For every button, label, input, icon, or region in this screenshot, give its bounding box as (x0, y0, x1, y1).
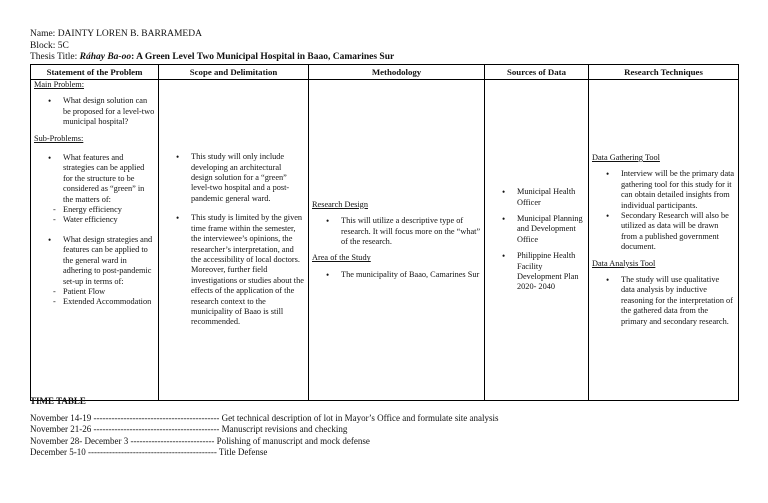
main-problem-label: Main Problem: (34, 80, 85, 89)
area-of-study-item: • The municipality of Baao, Camarines Sur (312, 270, 481, 280)
research-matrix-table (30, 64, 739, 401)
scope-item: • This study will only include developing an architectural design solution for a “green” level-two hospital and a post-pandemic general ward. (162, 152, 305, 204)
time-table-row: December 5-10 ------------------------------------------- Title Defense (30, 447, 268, 458)
sub-problem-1-item: - Energy efficiency (34, 205, 155, 215)
thesis-title-rest: : A Green Level Two Municipal Hospital in Baao, Camarines Sur (131, 52, 395, 62)
student-name: Name: DAINTY LOREN B. BARRAMEDA (30, 29, 202, 39)
area-of-study-label: Area of the Study (312, 253, 371, 263)
data-analysis-item: • The study will use qualitative data analysis by inductive reasoning for the interpretation of the gathered data from the primary and secondary research. (592, 275, 735, 327)
col-header-methodology: Methodology (309, 65, 485, 80)
col-header-problem: Statement of the Problem (31, 65, 159, 80)
sub-problem-2-item: - Extended Accommodation (34, 297, 155, 307)
sub-problem-2: • What design strategies and features can be applied to the general ward in adhering to post-pandemic set-up in terms of: (34, 235, 155, 287)
main-problem-item: • What design solution can be proposed for a level-two municipal hospital? (34, 96, 155, 127)
col-header-sources: Sources of Data (485, 65, 589, 80)
time-table-title: TIME TABLE (30, 396, 86, 406)
time-table-row: November 14-19 ------------------------------------------ Get technical description of lot in Mayor’s Office and formulate site analysis (30, 412, 499, 423)
table-header-row (31, 65, 739, 80)
sub-problem-2-item: - Patient Flow (34, 287, 155, 297)
research-design-label: Research Design (312, 199, 368, 209)
research-design-item: • This will utilize a descriptive type of research. It will focus more on the “what” of the research. (312, 216, 481, 247)
data-gathering-label: Data Gathering Tool (592, 152, 660, 162)
techniques-cell (589, 80, 739, 401)
document-header (30, 29, 738, 64)
table-row (31, 80, 739, 401)
time-table (30, 396, 498, 459)
data-gathering-item: • Secondary Research will also be utilized as data will be drawn from a published government document. (592, 211, 735, 253)
problem-cell (31, 80, 159, 401)
scope-cell (159, 80, 309, 401)
source-item: • Philippine Health Facility Development Plan 2020- 2040 (488, 251, 585, 293)
sub-problems-label: Sub-Problems: (34, 133, 84, 143)
time-table-row: November 28- December 3 ---------------------------- Polishing of manuscript and mock defense (30, 435, 370, 446)
methodology-cell (309, 80, 485, 401)
thesis-title-prefix: Thesis Title: (30, 52, 80, 62)
col-header-scope: Scope and Delimitation (159, 65, 309, 80)
source-item: • Municipal Planning and Development Office (488, 214, 585, 245)
source-item: • Municipal Health Officer (488, 187, 585, 208)
sources-cell (485, 80, 589, 401)
col-header-techniques: Research Techniques (589, 65, 739, 80)
time-table-row: November 21-26 ------------------------------------------ Manuscript revisions and checking (30, 424, 348, 435)
data-analysis-label: Data Analysis Tool (592, 258, 656, 268)
sub-problem-1-item: - Water efficiency (34, 215, 155, 225)
thesis-title-italic: Ráhay Ba-oo (79, 52, 132, 62)
thesis-title (30, 52, 738, 64)
block: Block: 5C (30, 40, 69, 51)
sub-problem-1: • What features and strategies can be applied for the structure to be considered as “green” in the matters of: (34, 153, 155, 205)
scope-item: • This study is limited by the given time frame within the semester, the interviewee’s opinions, the researcher’s interpretation, and the accessibility of local doctors. Moreover, further field investigations or studies about the effects of the application of the research context to the municipality of Baao is still recommended. (162, 213, 305, 327)
data-gathering-item: • Interview will be the primary data gathering tool for this study for it can obtain detailed insights from individual participants. (592, 169, 735, 211)
